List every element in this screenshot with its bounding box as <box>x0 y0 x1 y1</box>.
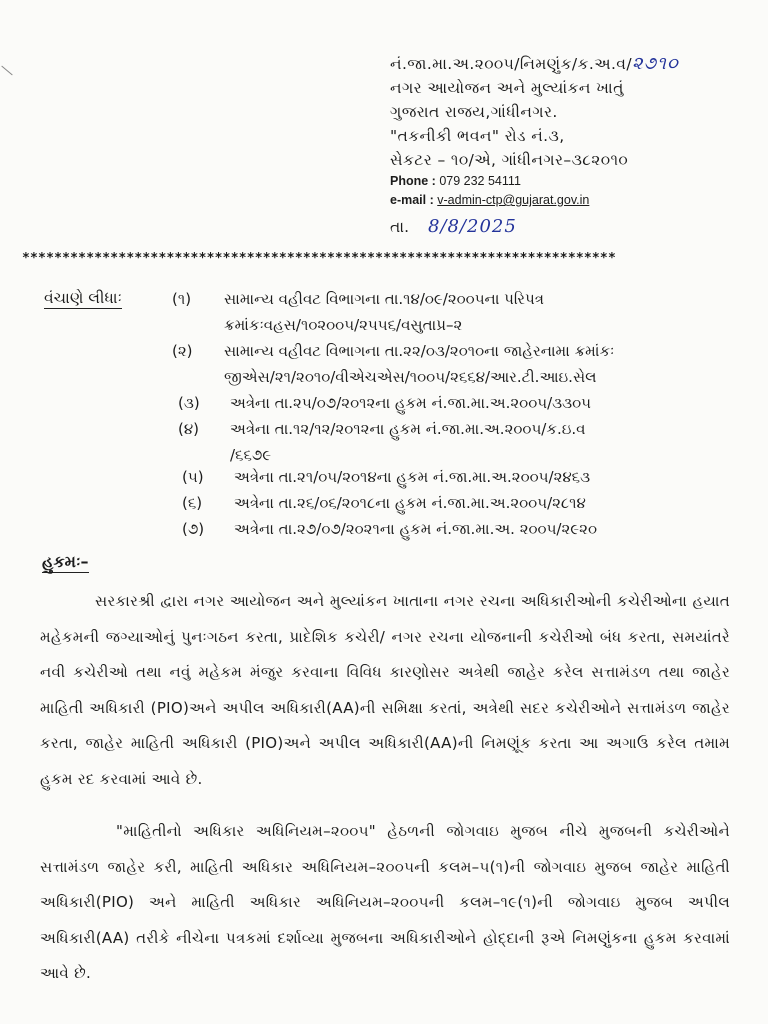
order-paragraph-1: સરકારશ્રી દ્વારા નગર આયોજન અને મુલ્યાંકન ખાતાના નગર રચના અધિકારીઓની કચેરીઓના હયાત મહેકમની જગ્યાઓનું પુનઃગઠન કરતા, પ્રાદેશિક કચેરી/ નગર રચના યોજનાની કચેરીઓ બંધ કરતા, સમયાંતરે નવી કચેરીઓ તથા નવું મહેકમ મંજુર કરવાના વિવિધ કારણોસર અત્રેથી જાહેર કરેલ સત્તામંડળ તથા જાહેર માહિતી અધિકારી (PIO)અને અપીલ અધિકારી(AA)ની સમિક્ષા કરતાં, અત્રેથી સદર કચેરીઓને સત્તામંડળ જાહેર કરતા, જાહેર માહિતી અધિકારી (PIO)અને અપીલ અધિકારી(AA)ની નિમણૂંક કરતા આ અગાઉ કરેલ તમામ હુકમ રદ કરવામાં આવે છે. <box>40 592 730 788</box>
reference-number-label: (૭) <box>182 520 205 538</box>
reference-text: સામાન્ય વહીવટ વિભાગના તા.૨૨/૦૩/૨૦૧૦ના જાહેરનામા ક્રમાંકઃ <box>224 342 615 360</box>
reference-item <box>182 516 597 542</box>
reference-continuation: /૬૬૭૯ <box>230 446 272 464</box>
reference-continuation: જીએસ/૨૧/૨૦૧૦/વીએચએસ/૧૦૦૫/૨૬૬૪/આર.ટી.આઇ.સેલ <box>224 368 597 386</box>
reference-item <box>182 464 590 490</box>
email-link[interactable]: v-admin-ctp@gujarat.gov.in <box>437 193 590 207</box>
reference-number-label: (૧) <box>172 290 192 308</box>
reference-number-label: (૨) <box>172 342 193 360</box>
email-line <box>390 191 750 210</box>
reference-text: અત્રેના તા.૧૨/૧૨/૨૦૧૨ના હુકમ નં.જા.મા.અ.૨૦૦૫/ક.ઇ.વ <box>230 420 586 438</box>
reference-text: અત્રેના તા.૨૫/૦૭/૨૦૧૨ના હુકમ નં.જા.મા.અ.૨૦૦૫/૩૩૦૫ <box>230 394 592 412</box>
date-line <box>390 216 750 237</box>
references-label: વંચાણે લીધાઃ <box>44 289 122 307</box>
phone-value: 079 232 54111 <box>439 174 521 188</box>
reference-text: અત્રેના તા.૨૧/૦૫/૨૦૧૪ના હુકમ નં.જા.મા.અ.૨૦૦૫/૨૪૬૩ <box>234 468 591 486</box>
reference-item <box>172 338 615 386</box>
phone-label: Phone : <box>390 174 436 188</box>
phone-line <box>390 172 750 191</box>
reference-item <box>178 390 591 416</box>
reference-number <box>390 52 750 76</box>
letter-header <box>390 52 750 237</box>
order-heading: હુકમઃ– <box>42 552 89 571</box>
reference-text: અત્રેના તા.૨૬/૦૬/૨૦૧૮ના હુકમ નં.જા.મા.અ.૨૦૦૫/૨૮૧૪ <box>234 494 586 512</box>
department-name: નગર આયોજન અને મુલ્યાંકન ખાતું <box>390 79 624 97</box>
reference-item <box>182 490 586 516</box>
building-address: "તકનીકી ભવન" રોડ નં.૩, <box>390 127 565 145</box>
reference-text: સામાન્ય વહીવટ વિભાગના તા.૧૪/૦૯/૨૦૦૫ના પરિપત્ર <box>224 290 545 308</box>
reference-number-prefix: નં.જા.મા.અ.૨૦૦૫/નિમણુંક/ક.અ.વ/ <box>390 55 632 73</box>
reference-continuation: ક્રમાંકઃવહસ/૧૦૨૦૦૫/૨૫૫૬/વસુતાપ્ર–૨ <box>224 316 463 334</box>
reference-text: અત્રેના તા.૨૭/૦૭/૨૦૨૧ના હુકમ નં.જા.મા.અ. ૨૦૦૫/૨૯૨૦ <box>234 520 598 538</box>
reference-number-label: (૬) <box>182 494 203 512</box>
email-label: e-mail : <box>390 193 434 207</box>
reference-item <box>178 416 586 464</box>
reference-number-label: (૩) <box>178 394 200 412</box>
separator-line: ************************************************************************** <box>22 251 616 266</box>
date-label: તા. <box>390 218 410 236</box>
state-city: ગુજરાત રાજય,ગાંધીનગર. <box>390 103 558 121</box>
reference-item <box>172 286 545 334</box>
reference-number-label: (૪) <box>178 420 200 438</box>
scan-mark <box>1 66 12 76</box>
sector-address: સેકટર – ૧૦/એ, ગાંધીનગર–૩૮૨૦૧૦ <box>390 151 629 169</box>
handwritten-number: ૨૭૧૦ <box>631 53 679 74</box>
order-paragraph-2: "માહિતીનો અધિકાર અધિનિયમ–૨૦૦૫" હેઠળની જોગવાઇ મુજબ નીચે મુજબની કચેરીઓને સત્તામંડળ જાહેર કરી, માહિતી અધિકાર અધિનિયમ–૨૦૦૫ની કલમ–૫(૧)ની જોગવાઇ મુજબ જાહેર માહિતી અધિકારી(PIO) અને માહિતી અધિકાર અધિનિયમ–૨૦૦૫ની કલમ–૧૯(૧)ની જોગવાઇ મુજબ અપીલ અધિકારી(AA) તરીકે નીચેના પત્રકમાં દર્શાવ્યા મુજબના અધિકારીઓને હોદ્દાની રૂએ નિમણુંકના હુકમ કરવામાં આવે છે. <box>40 822 730 982</box>
handwritten-date: 8/8/2025 <box>427 216 517 237</box>
reference-number-label: (૫) <box>182 468 204 486</box>
